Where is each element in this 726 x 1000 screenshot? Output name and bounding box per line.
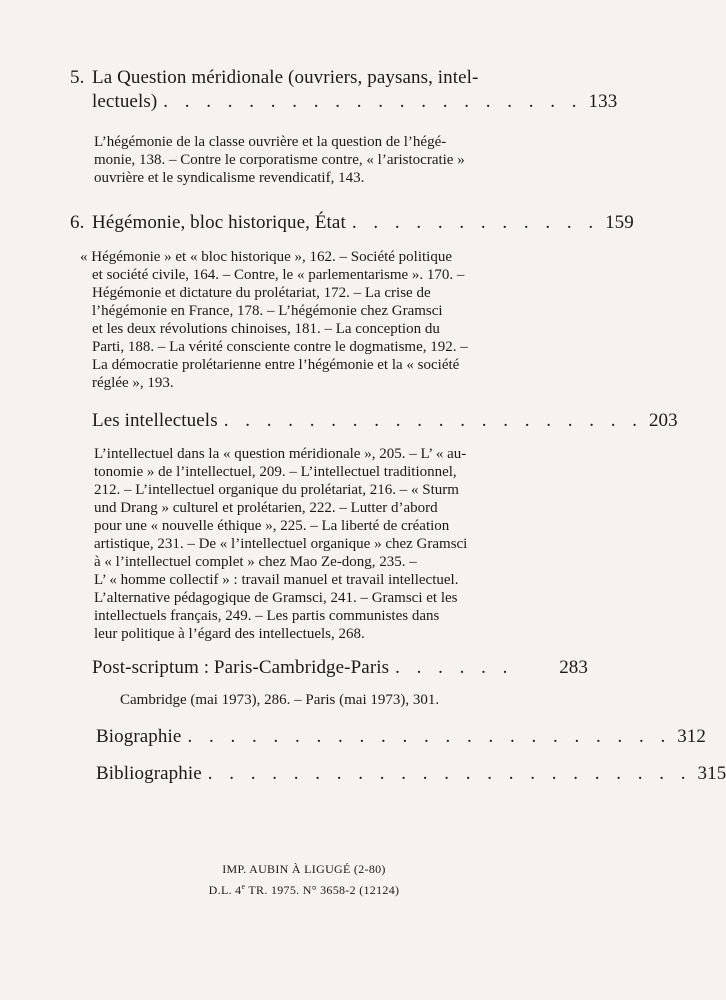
toc-entry-line	[96, 725, 706, 749]
page-number: 133	[588, 91, 618, 112]
summary-line: tonomie » de l’intellectuel, 209. – L’intellectuel traditionnel,	[94, 464, 457, 480]
summary-line: und Drang » culturel et prolétarien, 222. – Lutter d’abord	[94, 500, 438, 516]
printer-imprint	[0, 860, 608, 899]
summary-line: L’intellectuel dans la « question méridionale », 205. – L’ « au-	[94, 446, 467, 462]
summary-line: Cambridge (mai 1973), 286. – Paris (mai 1973), 301.	[120, 692, 440, 708]
entry-summary	[94, 133, 568, 187]
toc-entry-intellectuels	[92, 409, 678, 433]
imprint-line2-post: TR. 1975. N° 3658-2 (12124)	[245, 883, 400, 897]
page-number: 283	[559, 657, 588, 678]
entry-title-text: Hégémonie, bloc historique, État	[92, 212, 346, 233]
toc-entry-line	[70, 211, 634, 235]
imprint-line2-sup: e	[241, 882, 246, 891]
toc-entry-5	[70, 66, 618, 114]
toc-entry-bibliographie	[96, 762, 726, 786]
entry-title: Bibliographie	[96, 763, 202, 784]
summary-line: et société civile, 164. – Contre, le « parlementarisme ». 170. –	[92, 267, 465, 283]
toc-entry-line	[92, 656, 588, 680]
page-number: 159	[605, 212, 634, 233]
summary-line: ouvrière et le syndicalisme revendicatif, 143.	[94, 170, 365, 186]
imprint-line2-pre: D.L. 4	[208, 883, 242, 897]
summary-line: artistique, 231. – De « l’intellectuel organique » chez Gramsci	[94, 536, 468, 552]
page-number: 203	[648, 410, 678, 431]
summary-line: Parti, 188. – La vérité consciente contre le dogmatisme, 192. –	[92, 339, 468, 355]
leader-dots: . . . . . . . . . . . . . . . . . . . . . . .	[187, 726, 672, 747]
summary-line: pour une « nouvelle éthique », 225. – La liberté de création	[94, 518, 450, 534]
entry-title-line1: La Question méridionale (ouvriers, paysans, intel-	[92, 67, 479, 88]
entry-summary	[80, 248, 572, 392]
imprint-line1: IMP. AUBIN À LIGUGÉ (2-80)	[222, 862, 386, 876]
entry-title-line2: lectuels)	[92, 91, 158, 112]
entry-number: 6.	[70, 212, 85, 233]
entry-summary	[94, 445, 568, 643]
summary-line: La démocratie prolétarienne entre l’hégémonie et la « société	[92, 357, 460, 373]
toc-entry-line	[96, 762, 726, 786]
entry-number: 5.	[70, 67, 85, 88]
summary-line: à « l’intellectuel complet » chez Mao Ze-dong, 235. –	[94, 554, 417, 570]
summary-line: Hégémonie et dictature du prolétariat, 172. – La crise de	[92, 285, 431, 301]
summary-line: « Hégémonie » et « bloc historique », 162. – Société politique	[80, 249, 453, 265]
leader-dots: . . . . . .	[395, 657, 514, 678]
leader-dots: . . . . . . . . . . . . . . . . . . . . . . .	[207, 763, 692, 784]
toc-entry-biographie	[96, 725, 706, 749]
entry-title: Biographie	[96, 726, 182, 747]
page-number: 315	[697, 763, 726, 784]
summary-line: L’hégémonie de la classe ouvrière et la question de l’hégé-	[94, 134, 447, 150]
summary-line: et les deux révolutions chinoises, 181. – La conception du	[92, 321, 440, 337]
summary-line: leur politique à l’égard des intellectuels, 268.	[94, 626, 365, 642]
imprint-line2	[0, 878, 608, 899]
entry-title: Les intellectuels	[92, 410, 218, 431]
toc-entry-title	[70, 66, 588, 90]
entry-title	[70, 211, 346, 235]
summary-line: monie, 138. – Contre le corporatisme contre, « l’aristocratie »	[94, 152, 465, 168]
leader-dots: . . . . . . . . . . . . . . . . . . . .	[223, 410, 643, 431]
toc-entry-line	[92, 409, 678, 433]
toc-entry-line	[70, 90, 618, 114]
entry-title: Post-scriptum : Paris-Cambridge-Paris	[92, 657, 390, 678]
summary-line: intellectuels français, 249. – Les partis communistes dans	[94, 608, 440, 624]
summary-line: l’hégémonie en France, 178. – L’hégémonie chez Gramsci	[92, 303, 443, 319]
leader-dots: . . . . . . . . . . . . . . . . . . . .	[163, 91, 583, 112]
summary-line: réglée », 193.	[92, 375, 174, 391]
toc-entry-post-scriptum	[92, 656, 588, 680]
page-number: 312	[677, 726, 706, 747]
entry-summary	[120, 691, 560, 709]
toc-entry-6	[70, 211, 634, 235]
leader-dots: . . . . . . . . . . . .	[351, 212, 600, 233]
summary-line: 212. – L’intellectuel organique du prolétariat, 216. – « Sturm	[94, 482, 459, 498]
summary-line: L’ « homme collectif » : travail manuel et travail intellectuel.	[94, 572, 459, 588]
summary-line: L’alternative pédagogique de Gramsci, 241. – Gramsci et les	[94, 590, 458, 606]
